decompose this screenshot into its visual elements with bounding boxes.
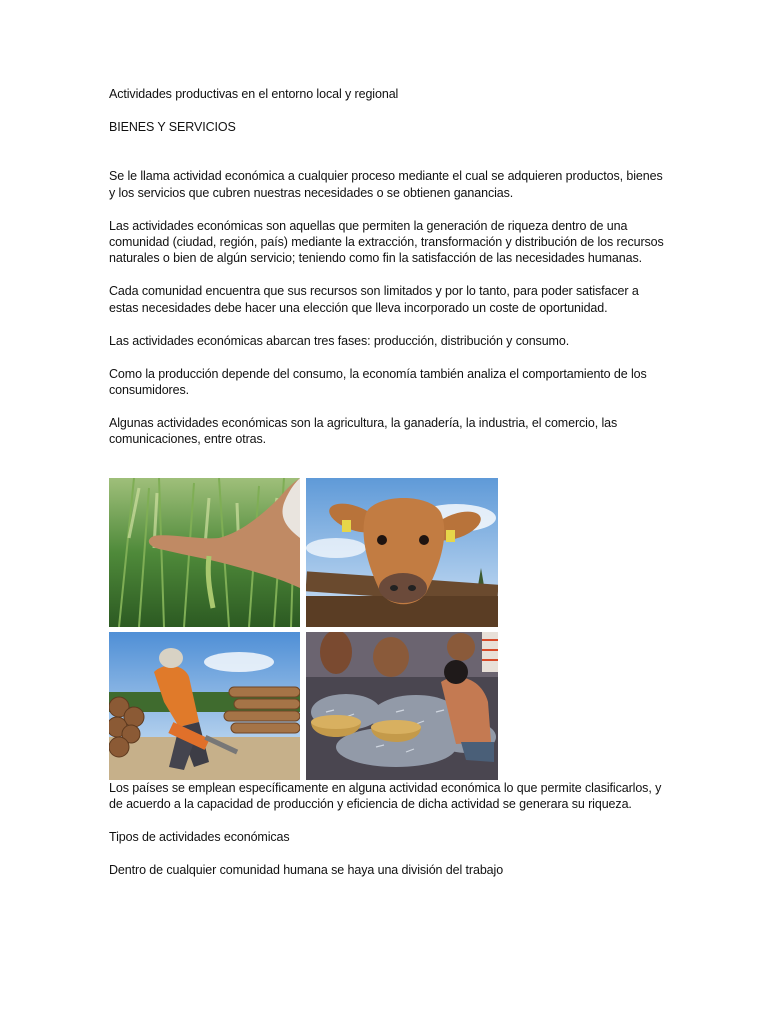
woodcutter-photo [109, 632, 300, 780]
document-text-bottom [109, 780, 664, 879]
fishermen-photo [306, 632, 498, 780]
document-subtitle: BIENES Y SERVICIOS [109, 119, 236, 134]
economic-activities-photo-collage [109, 478, 498, 780]
document-title: Actividades productivas en el entorno local y regional [109, 87, 399, 101]
paragraph: Cada comunidad encuentra que sus recursos son limitados y por lo tanto, para poder satisfacer a estas necesidades debe hacer una elección que lleva incorporado un coste de oportunidad. [109, 284, 639, 315]
wheat-field-photo [109, 478, 300, 627]
cow-photo [306, 478, 498, 627]
section-heading: Tipos de actividades económicas [109, 830, 290, 845]
paragraph: Los países se emplean específicamente en alguna actividad económica lo que permite clasificarlos, y de acuerdo a la capacidad de producción y eficiencia de dicha actividad se generara su riqueza. [109, 781, 662, 812]
document-text-top [109, 86, 664, 448]
paragraph: Algunas actividades económicas son la agricultura, la ganadería, la industria, el comercio, las comunicaciones, entre otras. [109, 415, 618, 447]
paragraph: Se le llama actividad económica a cualquier proceso mediante el cual se adquieren productos, bienes y los servicios que cubren nuestras necesidades o se obtienen ganancias. [109, 169, 663, 200]
paragraph: Las actividades económicas abarcan tres fases: producción, distribución y consumo. [109, 333, 570, 348]
paragraph: Dentro de cualquier comunidad humana se haya una división del trabajo [109, 863, 504, 878]
paragraph: Como la producción depende del consumo, la economía también analiza el comportamiento de los consumidores. [109, 366, 647, 397]
paragraph: Las actividades económicas son aquellas que permiten la generación de riqueza dentro de una comunidad (ciudad, región, país) mediante la extracción, transformación y distribución de los recursos naturales o bien de algún servicio; teniendo como fin la satisfacción de las necesidades humanas. [109, 218, 664, 266]
